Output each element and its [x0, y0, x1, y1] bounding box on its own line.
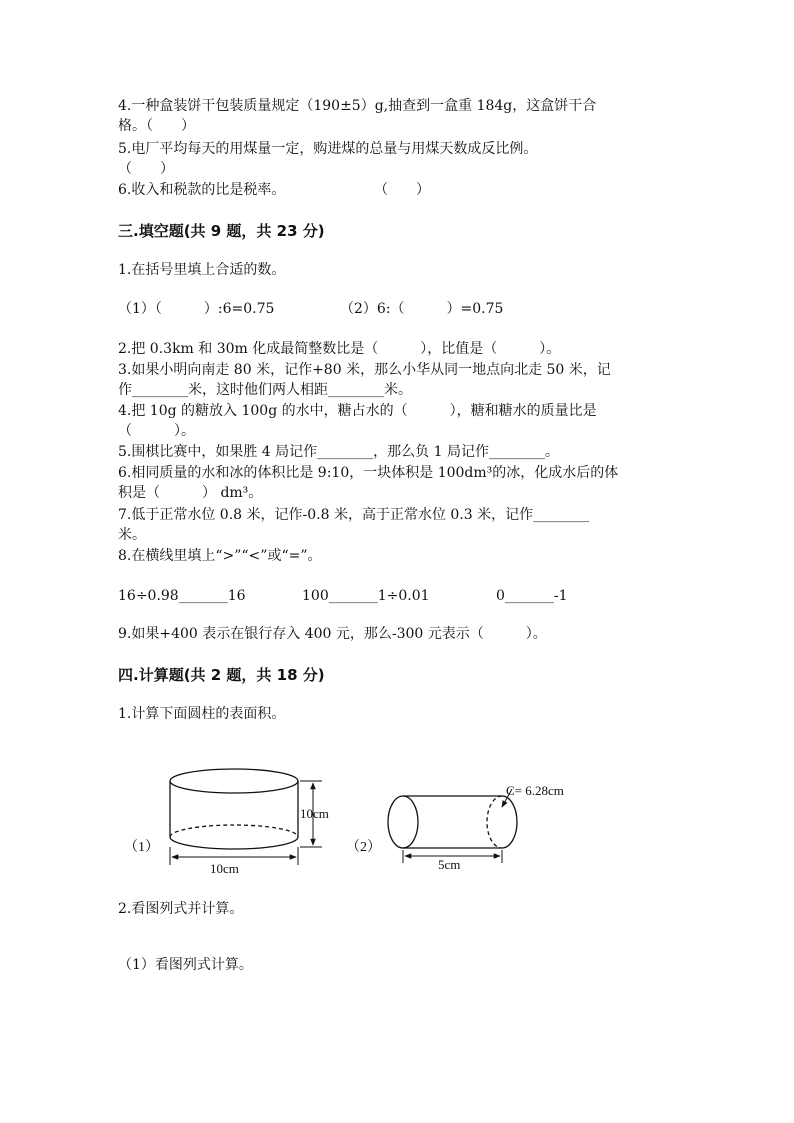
fill-q8-item2: 100_______1÷0.01 — [302, 588, 430, 604]
fill-q1-part2: （2）6:（ ）=0.75 — [340, 301, 504, 317]
judge-q4-line1: 4.一种盒装饼干包装质量规定（190±5）g,抽查到一盒重 184g，这盒饼干合 — [118, 98, 597, 114]
fill-q6-line1: 6.相同质量的水和冰的体积比是 9:10，一块体积是 100dm³的冰，化成水后的体 — [118, 465, 619, 481]
fill-q7-line2: 米。 — [118, 527, 146, 543]
fill-q5: 5.围棋比赛中，如果胜 4 局记作________，那么负 1 局记作________。 — [118, 444, 559, 460]
fig2-label: （2） — [346, 840, 381, 855]
fig1-label: （1） — [124, 840, 159, 855]
fill-q3-line1: 3.如果小明向南走 80 米，记作+80 米，那么小华从同一地点向北走 50 米，记 — [118, 362, 611, 378]
standing-cylinder — [170, 769, 298, 849]
judge-q5-line2: （ ） — [118, 161, 174, 177]
judge-q5-line1: 5.电厂平均每天的用煤量一定，购进煤的总量与用煤天数成反比例。 — [118, 141, 538, 157]
fill-q9: 9.如果+400 表示在银行存入 400 元，那么-300 元表示（ ）。 — [118, 626, 547, 642]
judge-q4-line2: 格。（ ） — [118, 118, 195, 134]
fig2-length-label: 5cm — [438, 857, 461, 872]
fill-q4-line1: 4.把 10g 的糖放入 100g 的水中，糖占水的（ ），糖和糖水的质量比是 — [118, 403, 597, 419]
fill-q7-line1: 7.低于正常水位 0.8 米，记作-0.8 米，高于正常水位 0.3 米，记作________ — [118, 507, 590, 523]
fig1-height-label: 10cm — [300, 806, 329, 821]
judge-q6-answer-paren: （ ） — [374, 182, 430, 198]
lying-cylinder — [388, 796, 517, 848]
fill-q8: 8.在横线里填上“>”“<”或“=”。 — [118, 548, 322, 564]
cylinder-figures — [110, 755, 590, 885]
calc-q1: 1.计算下面圆柱的表面积。 — [118, 706, 286, 722]
fig2-circumference-label: C= 6.28cm — [506, 783, 564, 798]
fill-q6-line2: 积是（ ） dm³。 — [118, 485, 263, 501]
calc-q2: 2.看图列式并计算。 — [118, 901, 244, 917]
fill-q1-part1: （1）（ ）:6=0.75 — [118, 301, 275, 317]
fill-q3-line2: 作________米，这时他们两人相距________米。 — [118, 382, 412, 398]
section-title-calc: 四.计算题(共 2 题，共 18 分) — [118, 666, 325, 684]
fill-q4-line2: （ ）。 — [118, 423, 195, 439]
section-title-fill: 三.填空题(共 9 题，共 23 分) — [118, 222, 325, 240]
judge-q6: 6.收入和税款的比是税率。 — [118, 182, 286, 198]
fill-q8-item1: 16÷0.98_______16 — [118, 588, 246, 604]
fig1-diameter-label: 10cm — [210, 861, 239, 876]
calc-q2-sub1: （1）看图列式计算。 — [118, 957, 253, 973]
fill-q8-item3: 0_______-1 — [496, 588, 568, 604]
fill-q2: 2.把 0.3km 和 30m 化成最简整数比是（ ），比值是（ ）。 — [118, 341, 561, 357]
fill-q1: 1.在括号里填上合适的数。 — [118, 262, 286, 278]
